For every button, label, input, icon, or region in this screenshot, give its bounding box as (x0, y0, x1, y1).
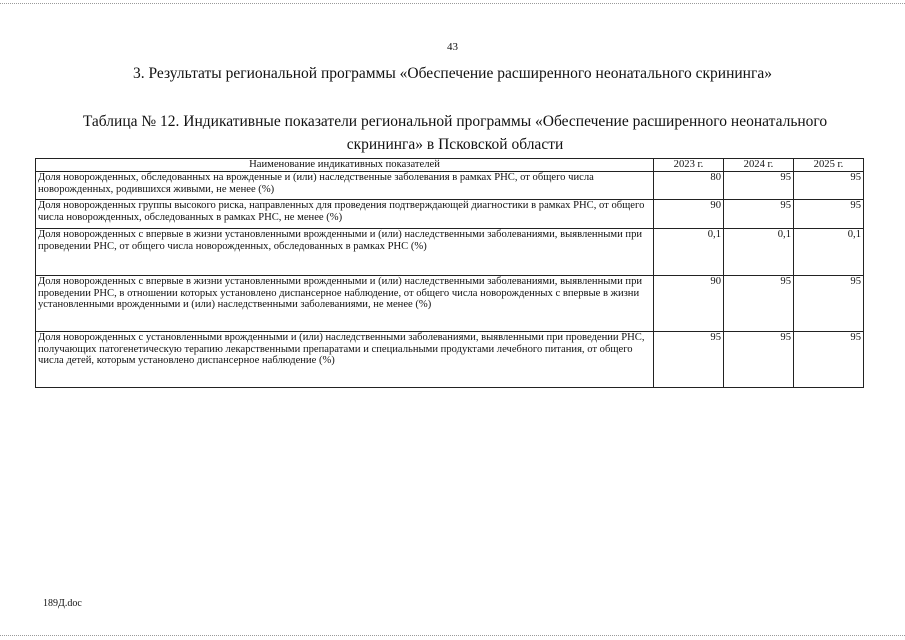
value-2023: 90 (654, 200, 724, 229)
value-2024: 95 (724, 200, 794, 229)
value-2023: 80 (654, 172, 724, 200)
scan-edge-top (0, 3, 905, 4)
value-2025: 95 (794, 200, 864, 229)
table-caption-line-2: скрининга» в Псковской области (346, 136, 564, 153)
footer-filename: 189Д.doc (43, 598, 82, 609)
indicator-name: Доля новорожденных, обследованных на врожденные и (или) наследственные заболевания в рамках РНС, от общего числа новорожденных, родившихся живыми, не менее (%) (36, 172, 654, 200)
scan-edge-bottom (0, 635, 905, 636)
value-2024: 95 (724, 172, 794, 200)
value-2024: 0,1 (724, 229, 794, 276)
value-2023: 90 (654, 276, 724, 332)
value-2023: 0,1 (654, 229, 724, 276)
value-2024: 95 (724, 332, 794, 388)
table-row (36, 276, 864, 332)
table-caption (40, 110, 870, 156)
table-row (36, 172, 864, 200)
page-number: 43 (447, 41, 458, 53)
table-row (36, 332, 864, 388)
table-caption-line-1: Таблица № 12. Индикативные показатели региональной программы «Обеспечение расширенного неонатального (82, 113, 828, 130)
value-2024: 95 (724, 276, 794, 332)
value-2025: 95 (794, 332, 864, 388)
header-year-2023: 2023 г. (654, 159, 724, 172)
header-year-2025: 2025 г. (794, 159, 864, 172)
indicator-name: Доля новорожденных с установленными врожденными и (или) наследственными заболеваниями, выявленными при проведении РНС, получающих патогенетическую терапию лекарственными препаратами и специальными продуктами лечебного питания, от общего числа детей, которым установлено диспансерное наблюдение (%) (36, 332, 654, 388)
header-year-2024: 2024 г. (724, 159, 794, 172)
table-row (36, 229, 864, 276)
header-indicator-name: Наименование индикативных показателей (36, 159, 654, 172)
value-2025: 0,1 (794, 229, 864, 276)
indicator-name: Доля новорожденных с впервые в жизни установленными врожденными и (или) наследственными заболеваниями, выявленными при проведении РНС, от общего числа новорожденных, обследованных в рамках РНС (%) (36, 229, 654, 276)
value-2023: 95 (654, 332, 724, 388)
value-2025: 95 (794, 172, 864, 200)
indicator-name: Доля новорожденных с впервые в жизни установленными врожденными и (или) наследственными заболеваниями, выявленными при проведении РНС, в отношении которых установлено диспансерное наблюдение, от общего числа новорожденных с впервые в жизни установленными врожденными и (или) наследственными заболеваниями, не менее (%) (36, 276, 654, 332)
table-row (36, 200, 864, 229)
value-2025: 95 (794, 276, 864, 332)
section-title: 3. Результаты региональной программы «Обеспечение расширенного неонатального скрининга» (133, 65, 772, 82)
indicators-table (35, 158, 864, 388)
indicator-name: Доля новорожденных группы высокого риска, направленных для проведения подтверждающей диагностики в рамках РНС, от общего числа новорожденных, обследованных в рамках РНС, не менее (%) (36, 200, 654, 229)
table-header-row (36, 159, 864, 172)
